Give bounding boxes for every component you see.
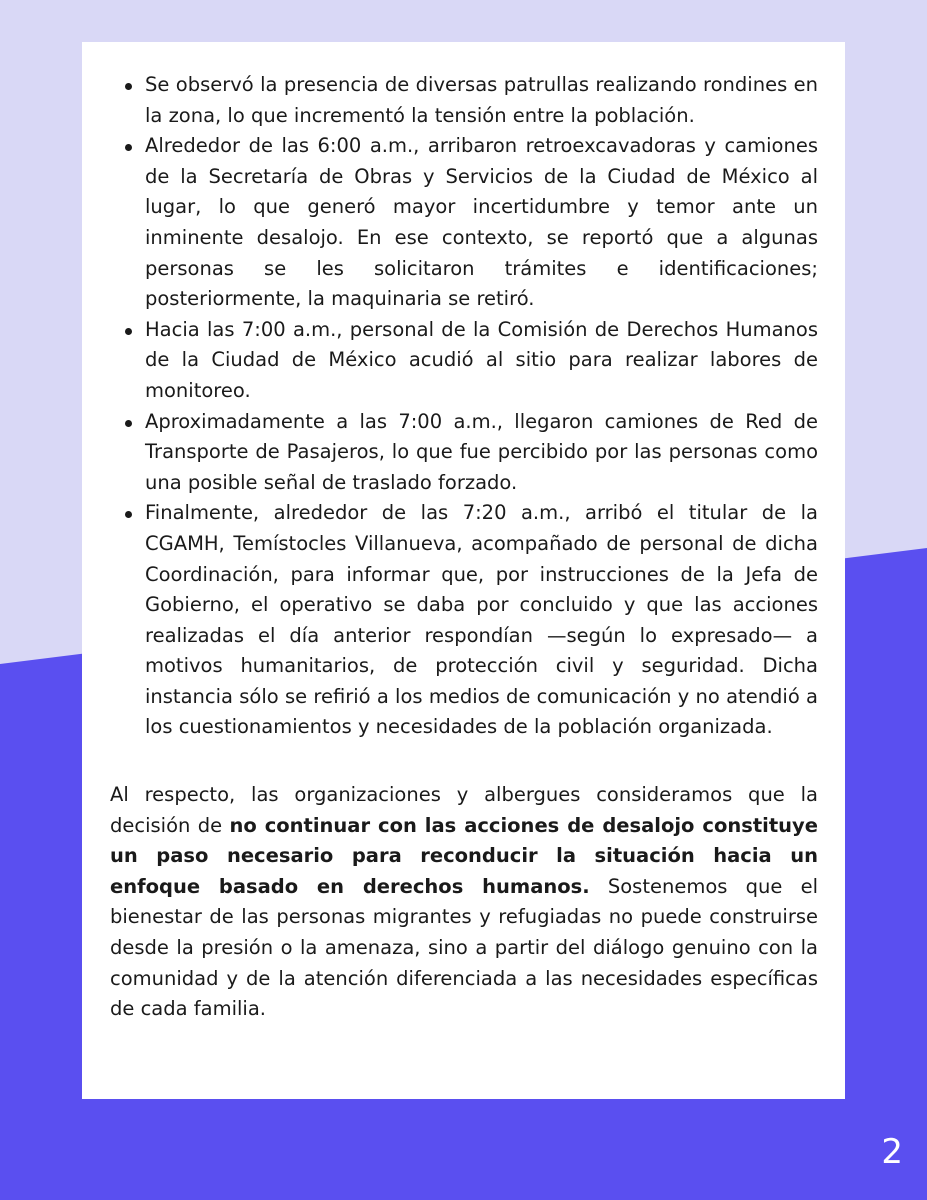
event-list (110, 70, 818, 743)
list-item: Hacia las 7:00 a.m., personal de la Comisión de Derechos Humanos de la Ciudad de México acudió al sitio para realizar labores de monitoreo. (110, 315, 818, 407)
list-item: Aproximadamente a las 7:00 a.m., llegaron camiones de Red de Transporte de Pasajeros, lo que fue percibido por las personas como una posible señal de traslado forzado. (110, 407, 818, 499)
closing-intro: Al respecto, las organizaciones y albergues consideramos que la decisión de (110, 783, 818, 837)
list-item: Alrededor de las 6:00 a.m., arribaron retroexcavadoras y camiones de la Secretaría de Obras y Servicios de la Ciudad de México al lugar, lo que generó mayor incertidumbre y temor ante un inminente desalojo. En ese contexto, se reportó que a algunas personas se les solicitaron trámites e identificaciones; posteriormente, la maquinaria se retiró. (110, 131, 818, 315)
closing-rest: Sostenemos que el bienestar de las personas migrantes y refugiadas no puede construirse desde la presión o la amenaza, sino a partir del diálogo genuino con la comunidad y de la atención diferenciada a las necesidades específicas de cada familia. (110, 874, 819, 1021)
closing-paragraph (110, 780, 818, 1025)
closing-emphasis: no continuar con las acciones de desalojo constituye un paso necesario para reconducir la situación hacia un enfoque basado en derechos humanos. (110, 813, 818, 898)
list-item: Finalmente, alrededor de las 7:20 a.m., arribó el titular de la CGAMH, Temístocles Villanueva, acompañado de personal de dicha Coordinación, para informar que, por instrucciones de la Jefa de Gobierno, el operativo se daba por concluido y que las acciones realizadas el día anterior respondían —según lo expresado— a motivos humanitarios, de protección civil y seguridad. Dicha instancia sólo se refirió a los medios de comunicación y no atendió a los cuestionamientos y necesidades de la población organizada. (110, 498, 818, 743)
content-card (82, 42, 845, 1099)
page-number: 2 (881, 1132, 903, 1172)
list-item: Se observó la presencia de diversas patrullas realizando rondines en la zona, lo que incrementó la tensión entre la población. (110, 70, 818, 131)
